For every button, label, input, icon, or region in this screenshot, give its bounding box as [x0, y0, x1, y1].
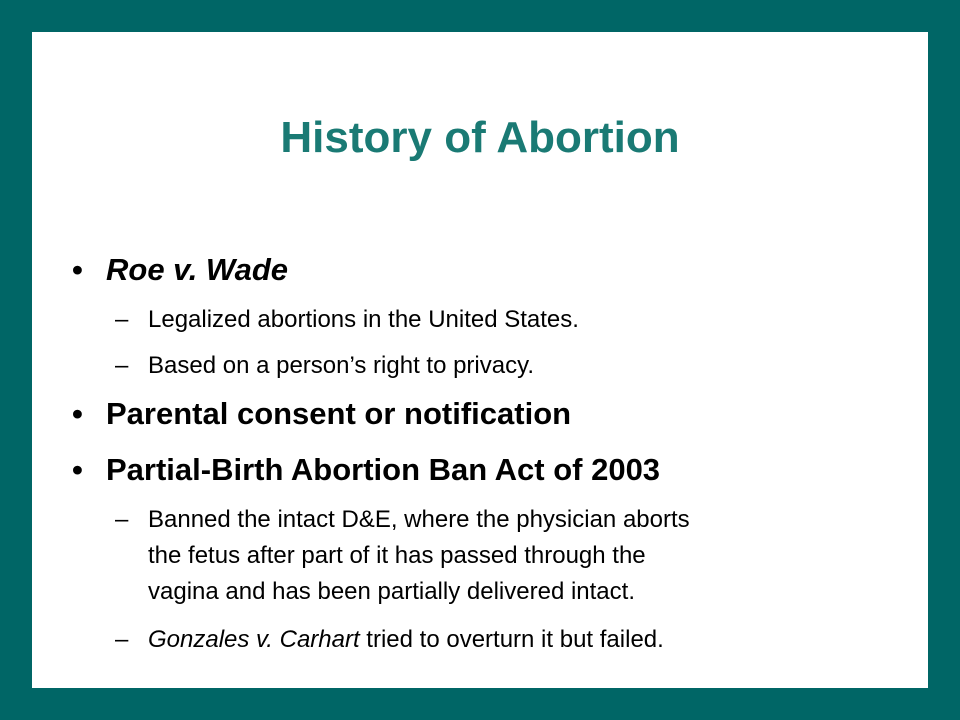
- bullet-text: Partial-Birth Abortion Ban Act of 2003: [106, 452, 661, 487]
- bullet-text: Parental consent or notification: [106, 396, 572, 431]
- slide: [32, 32, 928, 688]
- sub-bullet-line: the fetus after part of it has passed through the: [148, 542, 646, 569]
- sub-bullet-line: Banned the intact D&E, where the physician aborts: [148, 506, 690, 533]
- sub-bullet-marker: –: [115, 506, 129, 533]
- sub-bullet-text: Based on a person’s right to privacy.: [148, 352, 534, 379]
- bullet-marker: •: [72, 396, 83, 431]
- case-name: Gonzales v. Carhart: [148, 626, 360, 653]
- sub-bullet-text: [148, 622, 664, 658]
- slide-title: History of Abortion: [280, 113, 680, 162]
- sub-bullet-marker: –: [115, 306, 129, 333]
- sub-bullet-text: [148, 502, 690, 610]
- sub-bullet-text: Legalized abortions in the United States.: [148, 306, 579, 333]
- bullet-text: Roe v. Wade: [106, 252, 289, 287]
- bullet-marker: •: [72, 252, 83, 287]
- bullet-marker: •: [72, 452, 83, 487]
- sub-bullet-marker: –: [115, 352, 129, 379]
- sub-bullet-line: vagina and has been partially delivered intact.: [148, 578, 635, 605]
- sub-bullet-text-after: tried to overturn it but failed.: [359, 626, 664, 653]
- sub-bullet-marker: –: [115, 626, 129, 653]
